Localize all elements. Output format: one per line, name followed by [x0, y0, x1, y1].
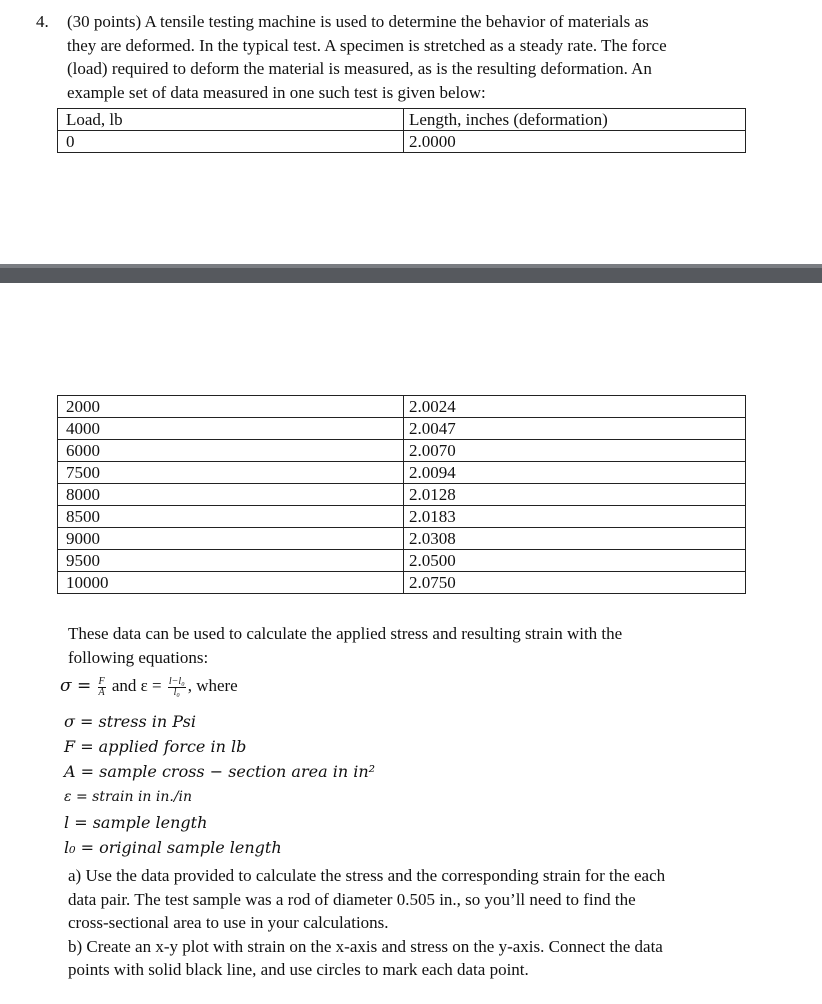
- stress-strain-equation: [60, 676, 238, 698]
- table-row: [58, 506, 746, 528]
- cell-load: 9000: [58, 528, 404, 550]
- part-line: data pair. The test sample was a rod of diameter 0.505 in., so you’ll need to find the: [68, 889, 636, 909]
- cell-load: 7500: [58, 462, 404, 484]
- where-text: , where: [187, 676, 238, 695]
- divider-highlight: [0, 264, 822, 268]
- table-row: [58, 131, 746, 153]
- variable-definitions: [64, 709, 375, 860]
- cell-load: 8500: [58, 506, 404, 528]
- cell-load: 4000: [58, 418, 404, 440]
- table-row: [58, 418, 746, 440]
- fraction-denominator: A: [98, 686, 105, 698]
- fraction-denominator: l₀: [173, 686, 180, 698]
- page-divider-bar: [0, 264, 822, 283]
- part-line: a) Use the data provided to calculate the stress and the corresponding strain for the each: [68, 866, 666, 885]
- cell-length: 2.0094: [404, 462, 746, 484]
- fraction-f-over-a: [98, 677, 106, 698]
- question-line: example set of data measured in one such test is given below:: [67, 82, 486, 102]
- intro-text: [68, 622, 788, 669]
- fraction-numerator: F: [98, 675, 105, 687]
- cell-load: 10000: [58, 572, 404, 594]
- question-parts: [68, 864, 808, 982]
- cell-load: 0: [58, 131, 404, 153]
- part-line: points with solid black line, and use circles to mark each data point.: [68, 960, 529, 979]
- question-text: [67, 10, 767, 104]
- definition-area: A = sample cross − section area in in²: [64, 762, 376, 782]
- and-epsilon: and ε =: [111, 676, 162, 695]
- cell-length: 2.0000: [404, 131, 746, 153]
- fraction-strain: [168, 677, 186, 698]
- question-line: (load) required to deform the material is measured, as is the resulting deformation. An: [67, 59, 652, 78]
- cell-length: 2.0500: [404, 550, 746, 572]
- intro-line: These data can be used to calculate the applied stress and resulting strain with the: [68, 624, 623, 643]
- question-line: they are deformed. In the typical test. A specimen is stretched as a steady rate. The force: [67, 35, 667, 55]
- header-length: Length, inches (deformation): [404, 109, 746, 131]
- question-number: 4.: [36, 12, 49, 31]
- table-header-row: [58, 109, 746, 131]
- intro-line: following equations:: [68, 647, 209, 667]
- cell-length: 2.0024: [404, 396, 746, 418]
- table-row: [58, 484, 746, 506]
- definition-strain: ε = strain in in./in: [64, 788, 193, 805]
- cell-load: 6000: [58, 440, 404, 462]
- fraction-numerator: l−l₀: [168, 675, 185, 687]
- cell-load: 8000: [58, 484, 404, 506]
- cell-length: 2.0750: [404, 572, 746, 594]
- table-row: [58, 572, 746, 594]
- part-line: cross-sectional area to use in your calculations.: [68, 913, 389, 932]
- cell-length: 2.0047: [404, 418, 746, 440]
- data-table-bottom: [57, 395, 746, 594]
- definition-force: F = applied force in lb: [64, 737, 247, 757]
- table-row: [58, 550, 746, 572]
- table-row: [58, 440, 746, 462]
- table-row: [58, 462, 746, 484]
- sigma-symbol: σ =: [60, 676, 92, 696]
- cell-length: 2.0070: [404, 440, 746, 462]
- table-row: [58, 396, 746, 418]
- cell-load: 9500: [58, 550, 404, 572]
- definition-length: l = sample length: [64, 812, 208, 832]
- cell-load: 2000: [58, 396, 404, 418]
- table-row: [58, 528, 746, 550]
- definition-sigma: σ = stress in Psi: [64, 712, 196, 731]
- cell-length: 2.0183: [404, 506, 746, 528]
- part-line: b) Create an x-y plot with strain on the x-axis and stress on the y-axis. Connect the data: [68, 936, 663, 956]
- definition-original-length: l₀ = original sample length: [64, 838, 282, 858]
- header-load: Load, lb: [58, 109, 404, 131]
- cell-length: 2.0308: [404, 528, 746, 550]
- data-table-top: [57, 108, 746, 153]
- cell-length: 2.0128: [404, 484, 746, 506]
- question-line: (30 points) A tensile testing machine is used to determine the behavior of materials as: [67, 12, 649, 31]
